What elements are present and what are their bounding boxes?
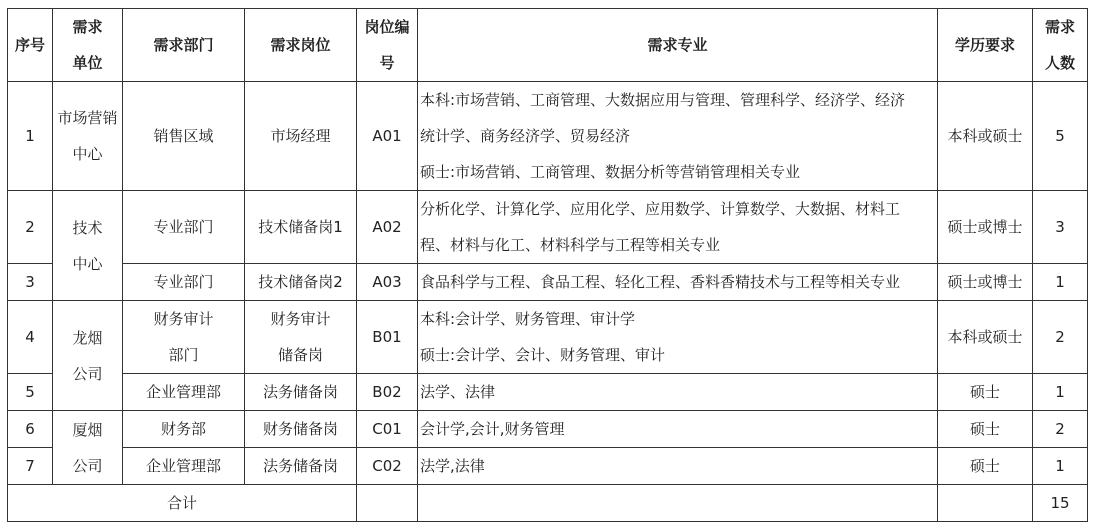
total-major-empty <box>418 485 938 522</box>
cell-seq: 5 <box>8 374 53 411</box>
cell-edu: 硕士 <box>938 448 1033 485</box>
cell-count: 1 <box>1033 374 1088 411</box>
cell-count: 2 <box>1033 301 1088 374</box>
cell-major: 法学、法律 <box>418 374 938 411</box>
cell-unit: 技术 中心 <box>53 191 123 301</box>
total-row <box>8 485 1088 522</box>
cell-post: 市场经理 <box>245 82 357 191</box>
recruitment-table <box>7 8 1088 522</box>
cell-dept: 专业部门 <box>123 264 245 301</box>
cell-edu: 本科或硕士 <box>938 301 1033 374</box>
cell-edu: 硕士 <box>938 374 1033 411</box>
table-row <box>8 411 1088 448</box>
cell-seq: 7 <box>8 448 53 485</box>
cell-post: 法务储备岗 <box>245 374 357 411</box>
cell-code: B02 <box>357 374 418 411</box>
cell-major: 本科:市场营销、工商管理、大数据应用与管理、管理科学、经济学、经济 统计学、商务经济学、贸易经济 硕士:市场营销、工商管理、数据分析等营销管理相关专业 <box>418 82 938 191</box>
cell-dept: 销售区域 <box>123 82 245 191</box>
cell-seq: 4 <box>8 301 53 374</box>
header-row <box>8 9 1088 82</box>
cell-unit: 厦烟 公司 <box>53 411 123 485</box>
cell-edu: 本科或硕士 <box>938 82 1033 191</box>
cell-count: 2 <box>1033 411 1088 448</box>
cell-dept: 财务部 <box>123 411 245 448</box>
header-major: 需求专业 <box>418 9 938 82</box>
cell-seq: 2 <box>8 191 53 264</box>
cell-major: 食品科学与工程、食品工程、轻化工程、香料香精技术与工程等相关专业 <box>418 264 938 301</box>
cell-dept: 专业部门 <box>123 191 245 264</box>
cell-count: 1 <box>1033 264 1088 301</box>
header-unit: 需求 单位 <box>53 9 123 82</box>
cell-code: B01 <box>357 301 418 374</box>
cell-post: 技术储备岗1 <box>245 191 357 264</box>
table-row <box>8 301 1088 374</box>
cell-edu: 硕士 <box>938 411 1033 448</box>
table-row <box>8 374 1088 411</box>
cell-post: 法务储备岗 <box>245 448 357 485</box>
table-row <box>8 82 1088 191</box>
cell-code: A02 <box>357 191 418 264</box>
cell-seq: 3 <box>8 264 53 301</box>
total-count: 15 <box>1033 485 1088 522</box>
cell-post: 财务审计 储备岗 <box>245 301 357 374</box>
cell-count: 3 <box>1033 191 1088 264</box>
total-edu-empty <box>938 485 1033 522</box>
cell-code: A01 <box>357 82 418 191</box>
cell-major: 本科:会计学、财务管理、审计学 硕士:会计学、会计、财务管理、审计 <box>418 301 938 374</box>
header-count: 需求 人数 <box>1033 9 1088 82</box>
cell-code: C01 <box>357 411 418 448</box>
total-label: 合计 <box>8 485 357 522</box>
cell-code: C02 <box>357 448 418 485</box>
cell-dept: 财务审计 部门 <box>123 301 245 374</box>
header-code: 岗位编 号 <box>357 9 418 82</box>
header-seq: 序号 <box>8 9 53 82</box>
cell-major: 分析化学、计算化学、应用化学、应用数学、计算数学、大数据、材料工 程、材料与化工、材料科学与工程等相关专业 <box>418 191 938 264</box>
cell-edu: 硕士或博士 <box>938 264 1033 301</box>
cell-dept: 企业管理部 <box>123 448 245 485</box>
cell-edu: 硕士或博士 <box>938 191 1033 264</box>
cell-dept: 企业管理部 <box>123 374 245 411</box>
total-code-empty <box>357 485 418 522</box>
table-row <box>8 448 1088 485</box>
cell-post: 技术储备岗2 <box>245 264 357 301</box>
table-row <box>8 191 1088 264</box>
header-post: 需求岗位 <box>245 9 357 82</box>
header-edu: 学历要求 <box>938 9 1033 82</box>
cell-count: 5 <box>1033 82 1088 191</box>
cell-seq: 6 <box>8 411 53 448</box>
cell-code: A03 <box>357 264 418 301</box>
cell-major: 会计学,会计,财务管理 <box>418 411 938 448</box>
cell-unit: 龙烟 公司 <box>53 301 123 411</box>
cell-unit: 市场营销 中心 <box>53 82 123 191</box>
cell-seq: 1 <box>8 82 53 191</box>
table-row <box>8 264 1088 301</box>
cell-major: 法学,法律 <box>418 448 938 485</box>
cell-count: 1 <box>1033 448 1088 485</box>
cell-post: 财务储备岗 <box>245 411 357 448</box>
header-dept: 需求部门 <box>123 9 245 82</box>
